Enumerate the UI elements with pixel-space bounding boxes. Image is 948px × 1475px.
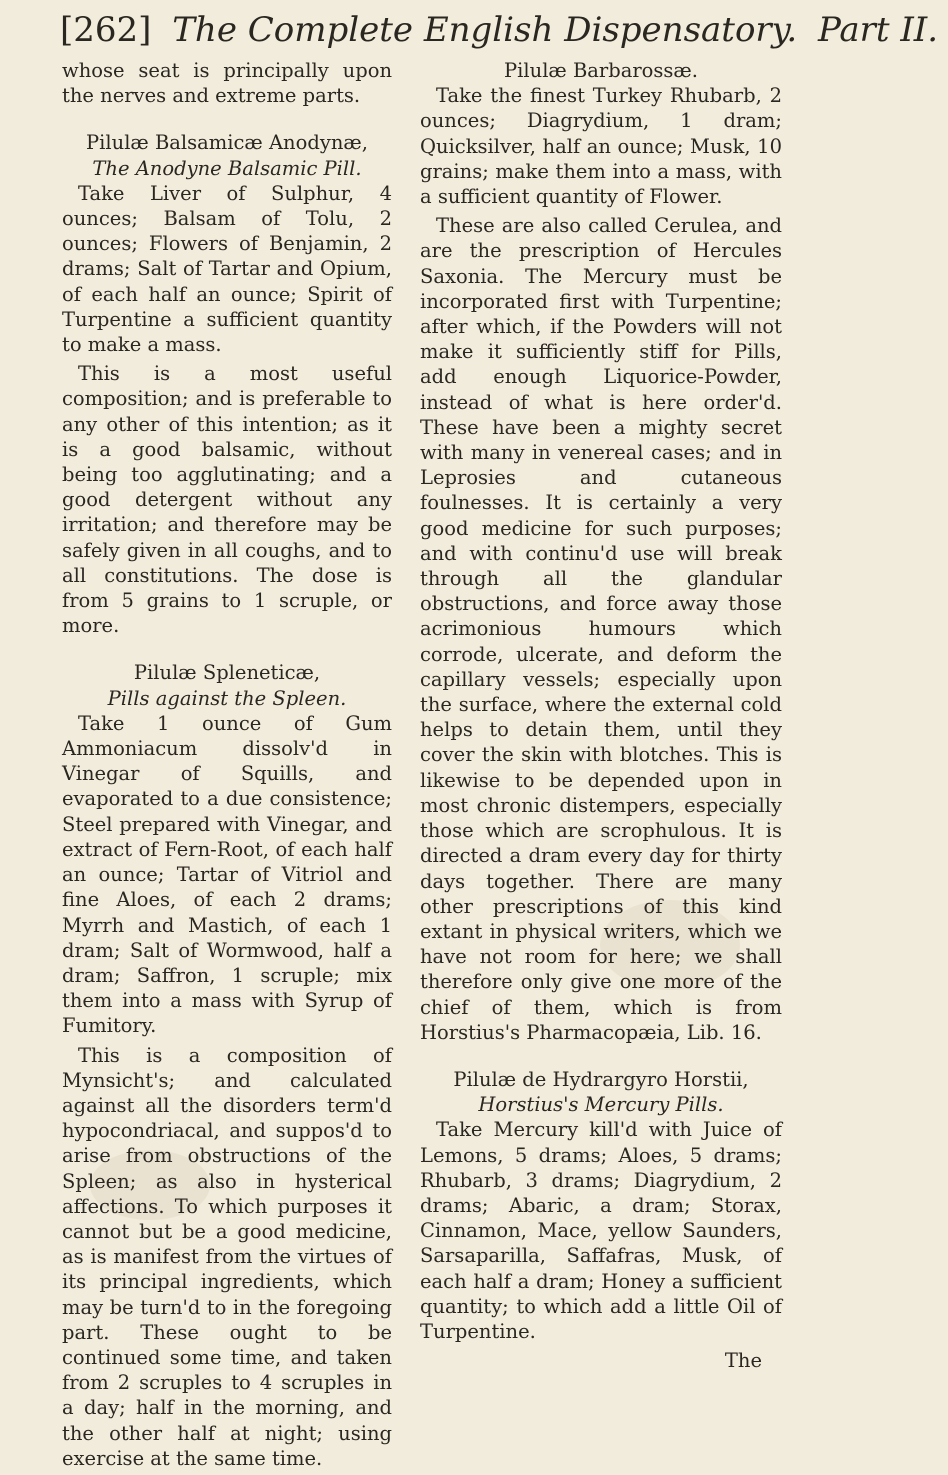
recipe-paragraph: Take Liver of Sulphur, 4 ounces; Balsam of Tolu, 2 ounces; Flowers of Benjamin, 2 drams; Salt of Tartar and Opium, of each half an ounce; Spirit of Turpentine a sufficient quantity to make a mass. xyxy=(62,181,392,357)
recipe-paragraph: Take Mercury kill'd with Juice of Lemons, 5 drams; Aloes, 5 drams; Rhubarb, 3 drams; Diagrydium, 2 drams; Abaric, a dram; Storax, Cinnamon, Mace, yellow Saunders, Sarsaparilla, Saffafras, Musk, of each half a dram; Honey a sufficient quantity; to which add a little Oil of Turpentine. xyxy=(420,1118,782,1343)
left-column xyxy=(62,58,392,1475)
commentary-paragraph: This is a most useful composition; and is preferable to any other of this intention; as it is a good balsamic, without being too agglutinating; and a good detergent without any irritation; and therefore may be safely given in all coughs, and to all constitutions. The dose is from 5 grains to 1 scruple, or more. xyxy=(62,362,392,638)
section-english-title: Horstius's Mercury Pills. xyxy=(478,1093,724,1117)
commentary-paragraph: These are also called Cerulea, and are the prescription of Hercules Saxonia. The Mercury must be incorporated first with Turpentine; after which, if the Powders will not make it sufficiently stiff for Pills, add enough Liquorice-Powder, instead of what is here order'd. These have been a mighty secret with many in venereal cases; and in Leprosies and cutaneous foulnesses. It is certainly a very good medicine for such purposes; and with continu'd use will break through all the glandular obstructions, and force away those acrimonious humours which corrode, ulcerate, and deform the capillary vessels; especially upon the surface, where the external cold helps to detain them, until they cover the skin with blotches. This is likewise to be depended upon in most chronic distempers, especially those which are scrophulous. It is directed a dram every day for thirty days together. There are many other prescriptions of this kind extant in physical writers, which we have not room for here; we shall therefore only give one more of the chief of them, which is from Horstius's Pharmacopæia, Lib. 16. xyxy=(420,214,782,1044)
recipe-paragraph: Take 1 ounce of Gum Ammoniacum dissolv'd in Vinegar of Squills, and evaporated to a due consistence; Steel prepared with Vinegar, and extract of Fern-Root, of each half an ounce; Tartar of Vitriol and fine Aloes, of each 2 drams; Myrrh and Mastich, of each 1 dram; Salt of Wormwood, half a dram; Saffron, 1 scruple; mix them into a mass with Syrup of Fumitory. xyxy=(62,711,392,1038)
section-latin-title: Pilulæ Balsamicæ Anodynæ, xyxy=(86,131,368,155)
recipe-paragraph: Take the finest Turkey Rhubarb, 2 ounces; Diagrydium, 1 dram; Quicksilver, half an ounce; Musk, 10 grains; make them into a mass, with a sufficient quantity of Flower. xyxy=(420,84,782,209)
part-label: Part II. xyxy=(818,10,939,50)
section-latin-title: Pilulæ de Hydrargyro Horstii, xyxy=(453,1067,749,1091)
continued-text: whose seat is principally upon the nerves and extreme parts. xyxy=(62,59,392,108)
commentary-paragraph: This is a composition of Mynsicht's; and calculated against all the disorders term'd hypocondriacal, and suppos'd to arise from obstructions of the Spleen; as also in hysterical affections. To which purposes it cannot but be a good medicine, as is manifest from the virtues of its principal ingredients, which may be turn'd to in the foregoing part. These ought to be continued some time, and taken from 2 scruples to 4 scruples in a day; half in the morning, and the other half at night; using exercise at the same time. xyxy=(62,1043,392,1470)
section-latin-title: Pilulæ Barbarossæ. xyxy=(504,59,698,82)
section-english-title: The Anodyne Balsamic Pill. xyxy=(92,156,362,180)
section-english-title: Pills against the Spleen. xyxy=(107,686,347,710)
catchword: The xyxy=(724,1349,762,1373)
right-column xyxy=(420,58,782,1373)
running-header xyxy=(60,8,939,52)
page-number: [262] xyxy=(60,10,152,50)
section-latin-title: Pilulæ Spleneticæ, xyxy=(133,661,321,685)
running-title: The Complete English Dispensatory. xyxy=(172,10,798,50)
